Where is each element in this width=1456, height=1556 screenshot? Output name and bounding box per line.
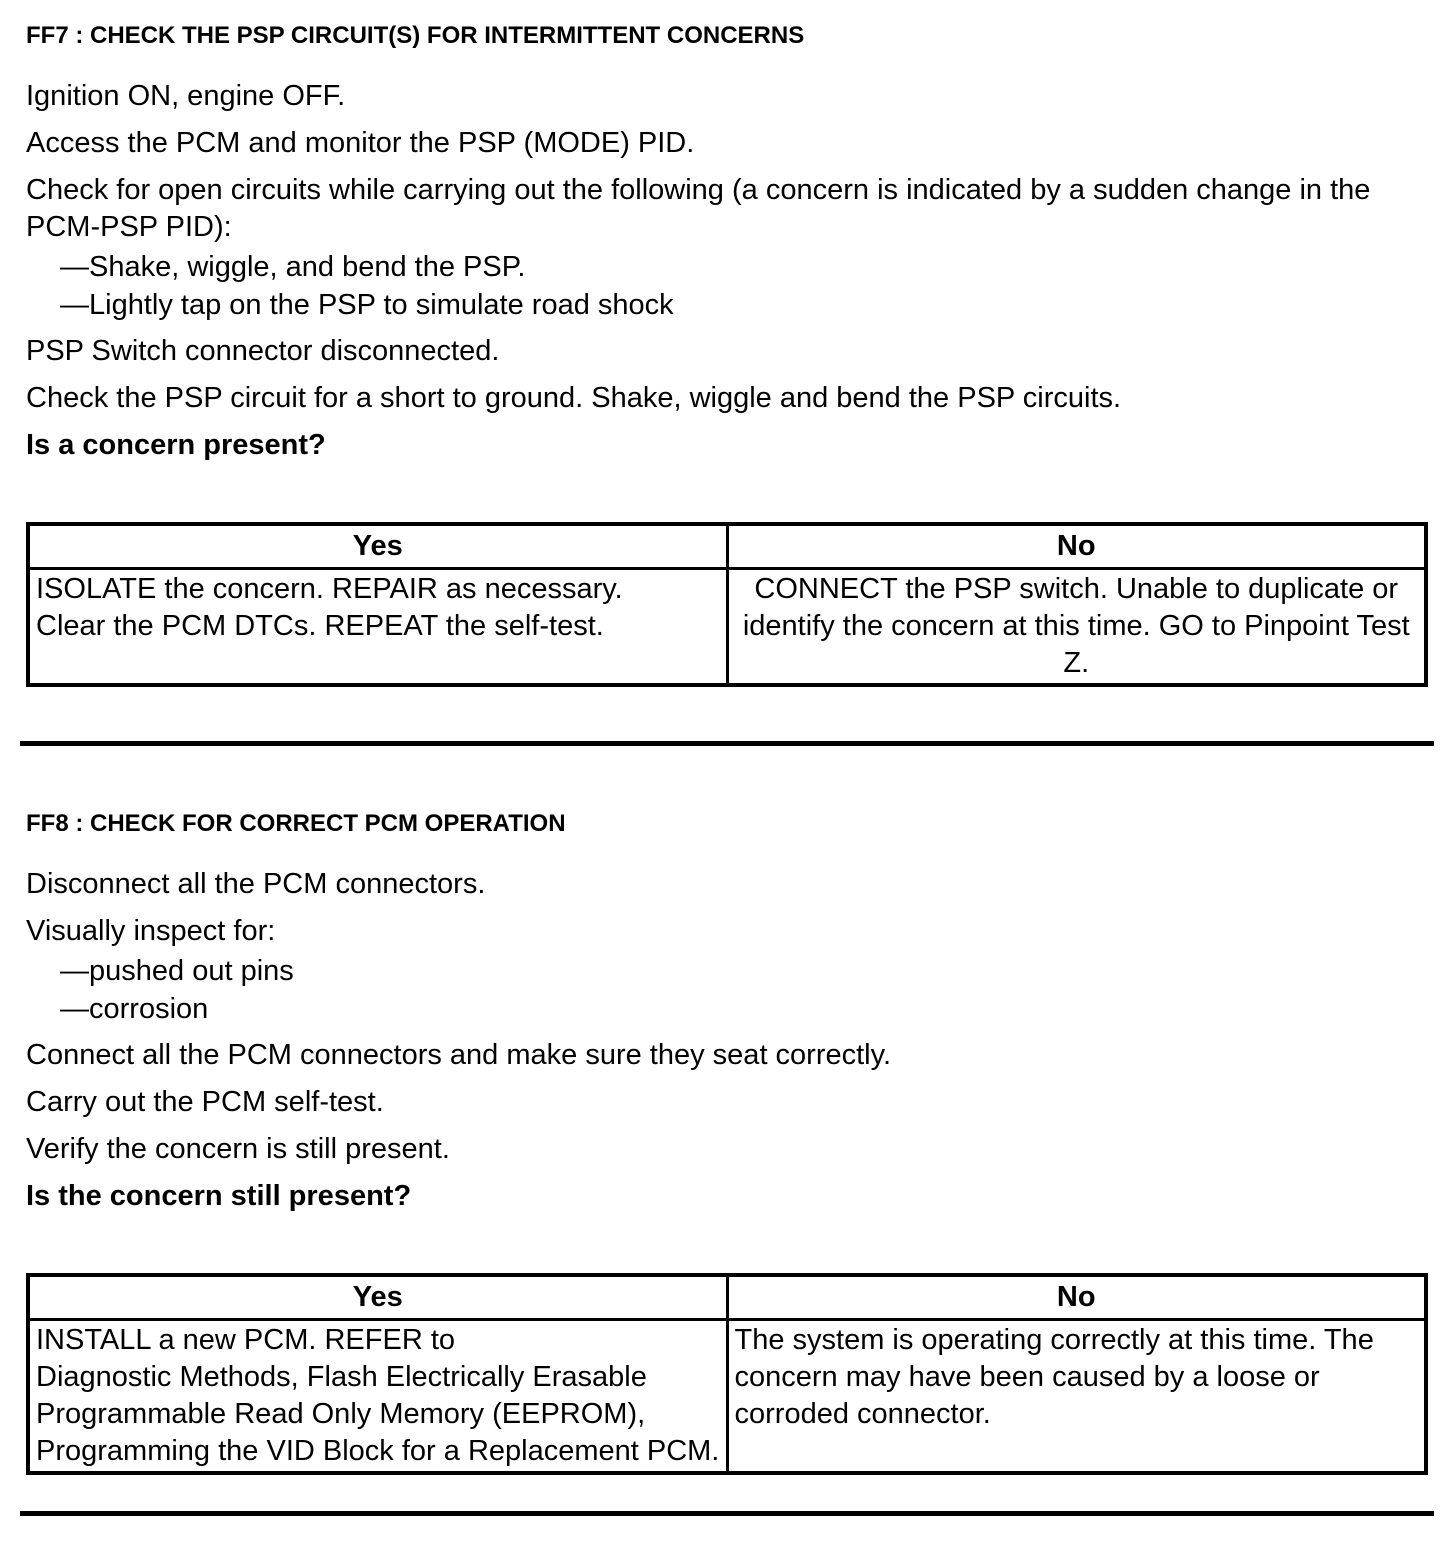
table-body-row bbox=[28, 1320, 1426, 1474]
yes-cell-line: ISOLATE the concern. REPAIR as necessary. bbox=[36, 573, 623, 605]
table-header-row bbox=[28, 1275, 1426, 1320]
decision-table-ff7 bbox=[26, 522, 1428, 687]
decision-table-ff8 bbox=[26, 1273, 1428, 1475]
instruction-line: Check for open circuits while carrying out the following (a concern is indicated by a sudden change in the PCM-PSP PID): bbox=[26, 174, 1371, 243]
table-body-row bbox=[28, 569, 1426, 686]
no-column-header: No bbox=[727, 524, 1426, 569]
step-heading-ff8: FF8 : CHECK FOR CORRECT PCM OPERATION bbox=[26, 810, 566, 837]
no-cell: CONNECT the PSP switch. Unable to duplicate or identify the concern at this time. GO to Pinpoint Test Z. bbox=[727, 569, 1426, 686]
bullet-line: —Lightly tap on the PSP to simulate road shock bbox=[60, 289, 674, 321]
yes-cell-line: Diagnostic Methods, Flash Electrically Erasable Programmable Read Only Memory (EEPROM), Programming the VID Block for a Replacement PCM. bbox=[36, 1361, 720, 1467]
step-heading-ff7: FF7 : CHECK THE PSP CIRCUIT(S) FOR INTERMITTENT CONCERNS bbox=[26, 22, 805, 49]
instruction-line: Verify the concern is still present. bbox=[26, 1133, 450, 1165]
yes-cell-line: Clear the PCM DTCs. REPEAT the self-test. bbox=[36, 610, 604, 642]
table-header-row bbox=[28, 524, 1426, 569]
instruction-line: Connect all the PCM connectors and make sure they seat correctly. bbox=[26, 1039, 892, 1071]
yes-column-header: Yes bbox=[28, 1275, 727, 1320]
instruction-line: Visually inspect for: bbox=[26, 915, 276, 947]
instruction-line: Carry out the PCM self-test. bbox=[26, 1086, 384, 1118]
question-line: Is the concern still present? bbox=[26, 1180, 412, 1212]
no-cell: The system is operating correctly at this time. The concern may have been caused by a loose or corroded connector. bbox=[727, 1320, 1426, 1474]
bullet-line: —pushed out pins bbox=[60, 955, 294, 987]
instruction-line: Ignition ON, engine OFF. bbox=[26, 80, 346, 112]
section-ff8 bbox=[26, 746, 1428, 1475]
page-bottom-rule bbox=[20, 1511, 1434, 1516]
yes-cell bbox=[28, 1320, 727, 1474]
yes-cell bbox=[28, 569, 727, 686]
instruction-line: Check the PSP circuit for a short to ground. Shake, wiggle and bend the PSP circuits. bbox=[26, 382, 1122, 414]
instruction-line: Access the PCM and monitor the PSP (MODE) PID. bbox=[26, 127, 695, 159]
yes-cell-line: INSTALL a new PCM. REFER to bbox=[36, 1324, 456, 1356]
question-line: Is a concern present? bbox=[26, 429, 326, 461]
instruction-line: PSP Switch connector disconnected. bbox=[26, 335, 500, 367]
bullet-line: —Shake, wiggle, and bend the PSP. bbox=[60, 251, 526, 283]
instruction-line: Disconnect all the PCM connectors. bbox=[26, 868, 486, 900]
yes-column-header: Yes bbox=[28, 524, 727, 569]
section-ff7 bbox=[26, 22, 1428, 687]
no-column-header: No bbox=[727, 1275, 1426, 1320]
bullet-line: —corrosion bbox=[60, 993, 209, 1025]
